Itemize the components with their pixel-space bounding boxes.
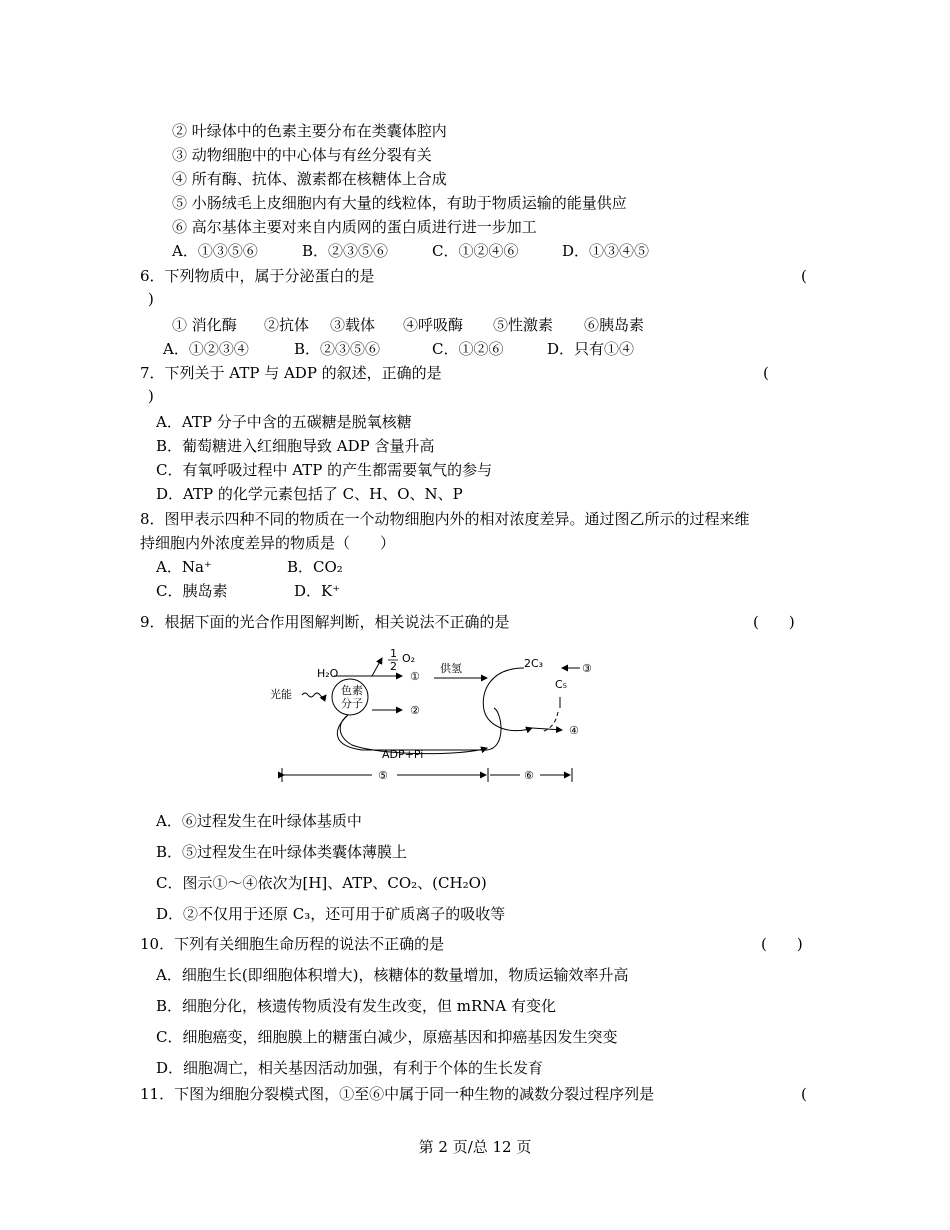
marker-2: ② <box>410 704 420 717</box>
marker-1: ① <box>410 670 420 683</box>
q6-item-4: ④呼吸酶 <box>403 316 464 334</box>
marker-5: ⑤ <box>378 769 388 782</box>
q10-stem: 10．下列有关细胞生命历程的说法不正确的是 <box>140 935 445 953</box>
q5-option-a: A．①③⑤⑥ <box>172 242 258 260</box>
q8-option-d: D．K⁺ <box>294 582 341 600</box>
q6-option-d: D．只有①④ <box>547 340 635 358</box>
q10-option-c: C．细胞癌变，细胞膜上的糖蛋白减少，原癌基因和抑癌基因发生突变 <box>156 1028 618 1046</box>
q7-option-a: A．ATP 分子中含的五碳糖是脱氧核糖 <box>156 413 412 431</box>
q10-option-d: D．细胞凋亡，相关基因活动加强，有利于个体的生长发育 <box>156 1059 544 1077</box>
o2-label: O₂ <box>402 652 416 665</box>
q10-answer-paren: ( ) <box>761 935 803 953</box>
pigment-label-bottom: 分子 <box>341 697 363 710</box>
q7-option-b: B．葡萄糖进入红细胞导致 ADP 含量升高 <box>156 437 435 455</box>
statement-5: ⑤ 小肠绒毛上皮细胞内有大量的线粒体，有助于物质运输的能量供应 <box>172 194 627 212</box>
half-denominator: 2 <box>390 660 397 673</box>
statement-2: ② 叶绿体中的色素主要分布在类囊体腔内 <box>172 122 447 140</box>
q6-item-5: ⑤性激素 <box>493 316 554 334</box>
half-numerator: 1 <box>390 647 397 660</box>
q6-item-1: ① 消化酶 <box>172 316 237 334</box>
q9-stem: 9．根据下面的光合作用图解判断，相关说法不正确的是 <box>140 613 510 631</box>
o2-release-arrow <box>372 658 382 676</box>
q8-option-b: B．CO₂ <box>287 558 343 576</box>
q10-option-b: B．细胞分化，核遗传物质没有发生改变，但 mRNA 有变化 <box>156 997 557 1015</box>
q7-option-d: D．ATP 的化学元素包括了 C、H、O、N、P <box>156 485 463 503</box>
marker-4: ④ <box>569 724 579 737</box>
q6-option-c: C．①②⑥ <box>432 340 504 358</box>
adp-label: ADP+Pi <box>382 748 424 761</box>
q11-stem: 11．下图为细胞分裂模式图，①至⑥中属于同一种生物的减数分裂过程序列是 <box>140 1085 655 1103</box>
q6-option-b: B．②③⑤⑥ <box>294 340 381 358</box>
q9-option-b: B．⑤过程发生在叶绿体类囊体薄膜上 <box>156 843 408 861</box>
q6-answer-paren-open: ( <box>801 267 807 285</box>
marker-6: ⑥ <box>524 769 534 782</box>
q8-stem-line2: 持细胞内外浓度差异的物质是（ ） <box>140 534 396 552</box>
q8-option-c: C．胰岛素 <box>156 582 228 600</box>
q5-option-c: C．①②④⑥ <box>432 242 519 260</box>
q6-item-2: ②抗体 <box>264 316 310 334</box>
q7-answer-paren-open: ( <box>763 364 769 382</box>
q6-item-6: ⑥胰岛素 <box>584 316 645 334</box>
q9-option-c: C．图示①～④依次为[H]、ATP、CO₂、(CH₂O) <box>156 874 487 892</box>
q5-option-b: B．②③⑤⑥ <box>302 242 389 260</box>
page-footer: 第 2 页/总 12 页 <box>418 1138 532 1156</box>
q8-option-a: A．Na⁺ <box>156 558 212 576</box>
light-wave-arrow <box>302 693 326 697</box>
light-energy-label: 光能 <box>270 688 292 701</box>
photosynthesis-diagram <box>262 640 622 790</box>
h2o-label: H₂O <box>317 667 339 680</box>
c5-label: C₅ <box>555 678 568 691</box>
q7-answer-paren-close: ) <box>148 387 154 405</box>
statement-6: ⑥ 高尔基体主要对来自内质网的蛋白质进行进一步加工 <box>172 218 537 236</box>
calvin-cycle-left <box>483 668 532 731</box>
q6-answer-paren-close: ) <box>148 290 154 308</box>
statement-3: ③ 动物细胞中的中心体与有丝分裂有关 <box>172 146 432 164</box>
q10-option-a: A．细胞生长(即细胞体积增大)，核糖体的数量增加，物质运输效率升高 <box>156 966 629 984</box>
q8-stem-line1: 8．图甲表示四种不同的物质在一个动物细胞内外的相对浓度差异。通过图乙所示的过程来维 <box>140 510 750 528</box>
hydrogen-supply-label: 供氢 <box>440 662 462 675</box>
q9-option-d: D．②不仅用于还原 C₃，还可用于矿质离子的吸收等 <box>156 905 506 923</box>
marker-3: ③ <box>582 662 592 675</box>
statement-4: ④ 所有酶、抗体、激素都在核糖体上合成 <box>172 170 447 188</box>
q5-option-d: D．①③④⑤ <box>562 242 650 260</box>
q6-stem: 6．下列物质中，属于分泌蛋白的是 <box>140 267 375 285</box>
q7-option-c: C．有氧呼吸过程中 ATP 的产生都需要氧气的参与 <box>156 461 493 479</box>
q6-item-3: ③载体 <box>330 316 376 334</box>
pigment-label-top: 色素 <box>341 684 363 697</box>
c3-label: 2C₃ <box>524 657 544 670</box>
q9-option-a: A．⑥过程发生在叶绿体基质中 <box>156 812 362 830</box>
q9-answer-paren: ( ) <box>753 613 795 631</box>
q7-stem: 7．下列关于 ATP 与 ADP 的叙述，正确的是 <box>140 364 442 382</box>
q11-answer-paren-open: ( <box>801 1085 807 1103</box>
q6-option-a: A．①②③④ <box>163 340 249 358</box>
